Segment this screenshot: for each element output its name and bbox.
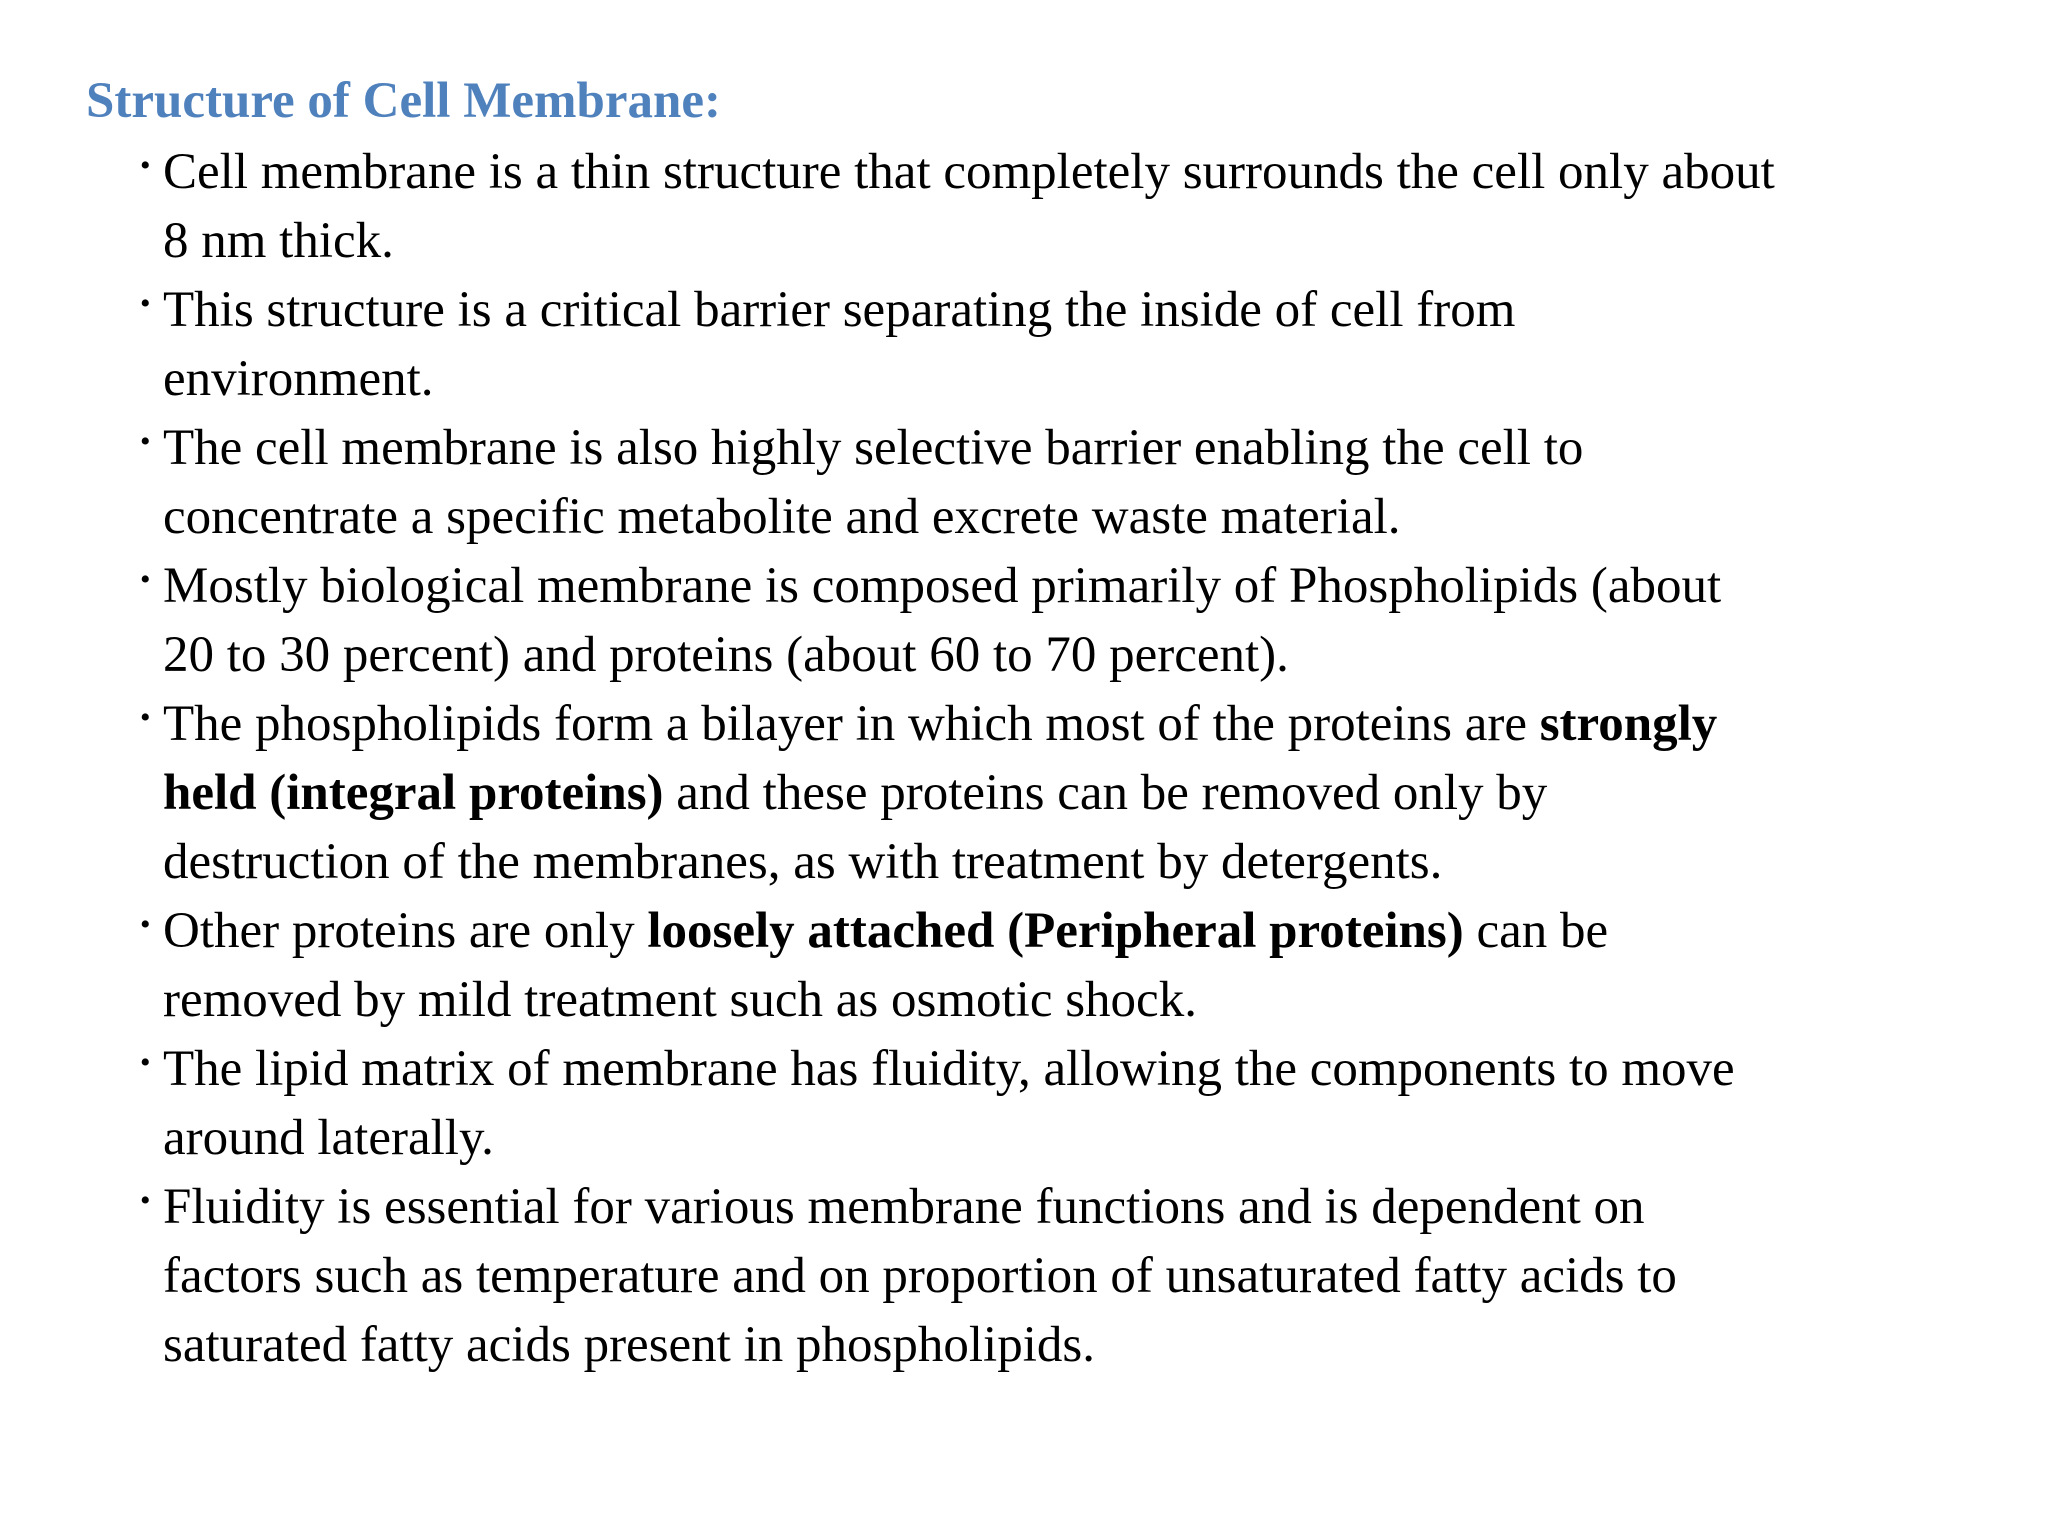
- body-text: can be: [1463, 903, 1609, 959]
- bullet-line: [163, 1173, 2020, 1242]
- body-text: Cell membrane is a thin structure that completely surrounds the cell only about: [163, 144, 1775, 200]
- bullet-dot-icon: •: [140, 287, 151, 320]
- body-text: destruction of the membranes, as with treatment by detergents.: [163, 834, 1443, 890]
- bullet-line: [163, 552, 2020, 621]
- bullet-item: [140, 276, 2020, 414]
- bullet-line: [163, 828, 2020, 897]
- bullet-dot-icon: •: [140, 908, 151, 941]
- body-text: environment.: [163, 351, 434, 407]
- body-text: around laterally.: [163, 1110, 494, 1166]
- body-text: The cell membrane is also highly selective barrier enabling the cell to: [163, 420, 1584, 476]
- bullet-line: [163, 483, 2020, 552]
- slide-title: Structure of Cell Membrane:: [86, 73, 721, 129]
- bold-text: strongly: [1539, 696, 1718, 752]
- bullet-line: [163, 1242, 2020, 1311]
- bullet-line: [163, 1104, 2020, 1173]
- bullet-item: [140, 897, 2020, 1035]
- body-text: The lipid matrix of membrane has fluidity, allowing the components to move: [163, 1041, 1735, 1097]
- bullet-line: [163, 345, 2020, 414]
- bullet-item: [140, 1173, 2020, 1380]
- bullet-line: [163, 207, 2020, 276]
- bullet-line: [163, 759, 2020, 828]
- bullet-line: [163, 897, 2020, 966]
- bullet-line: [163, 621, 2020, 690]
- bullet-line: [163, 690, 2020, 759]
- bullet-dot-icon: •: [140, 1184, 151, 1217]
- bullet-line: [163, 414, 2020, 483]
- bullet-dot-icon: •: [140, 563, 151, 596]
- bullet-dot-icon: •: [140, 701, 151, 734]
- body-text: factors such as temperature and on proportion of unsaturated fatty acids to: [163, 1248, 1677, 1304]
- body-text: Other proteins are only: [163, 903, 648, 959]
- body-text: removed by mild treatment such as osmotic shock.: [163, 972, 1197, 1028]
- body-text: 20 to 30 percent) and proteins (about 60 to 70 percent).: [163, 627, 1289, 683]
- body-text: concentrate a specific metabolite and excrete waste material.: [163, 489, 1401, 545]
- body-text: and these proteins can be removed only by: [663, 765, 1548, 821]
- bullet-line: [163, 1035, 2020, 1104]
- bullet-item: [140, 414, 2020, 552]
- bold-text: held (integral proteins): [163, 765, 664, 821]
- body-text: The phospholipids form a bilayer in which most of the proteins are: [163, 696, 1540, 752]
- bullet-dot-icon: •: [140, 1046, 151, 1079]
- bold-text: loosely attached (Peripheral proteins): [647, 903, 1464, 959]
- bullet-item: [140, 690, 2020, 897]
- bullet-item: [140, 138, 2020, 276]
- bullet-item: [140, 1035, 2020, 1173]
- bullet-line: [163, 1311, 2020, 1380]
- body-text: saturated fatty acids present in phospholipids.: [163, 1317, 1095, 1373]
- bullet-line: [163, 138, 2020, 207]
- body-text: This structure is a critical barrier separating the inside of cell from: [163, 282, 1516, 338]
- body-text: 8 nm thick.: [163, 213, 394, 269]
- bullet-line: [163, 966, 2020, 1035]
- bullet-list: [140, 138, 2020, 1380]
- bullet-dot-icon: •: [140, 425, 151, 458]
- body-text: Mostly biological membrane is composed primarily of Phospholipids (about: [163, 558, 1722, 614]
- bullet-line: [163, 276, 2020, 345]
- bullet-item: [140, 552, 2020, 690]
- bullet-dot-icon: •: [140, 149, 151, 182]
- body-text: Fluidity is essential for various membrane functions and is dependent on: [163, 1179, 1645, 1235]
